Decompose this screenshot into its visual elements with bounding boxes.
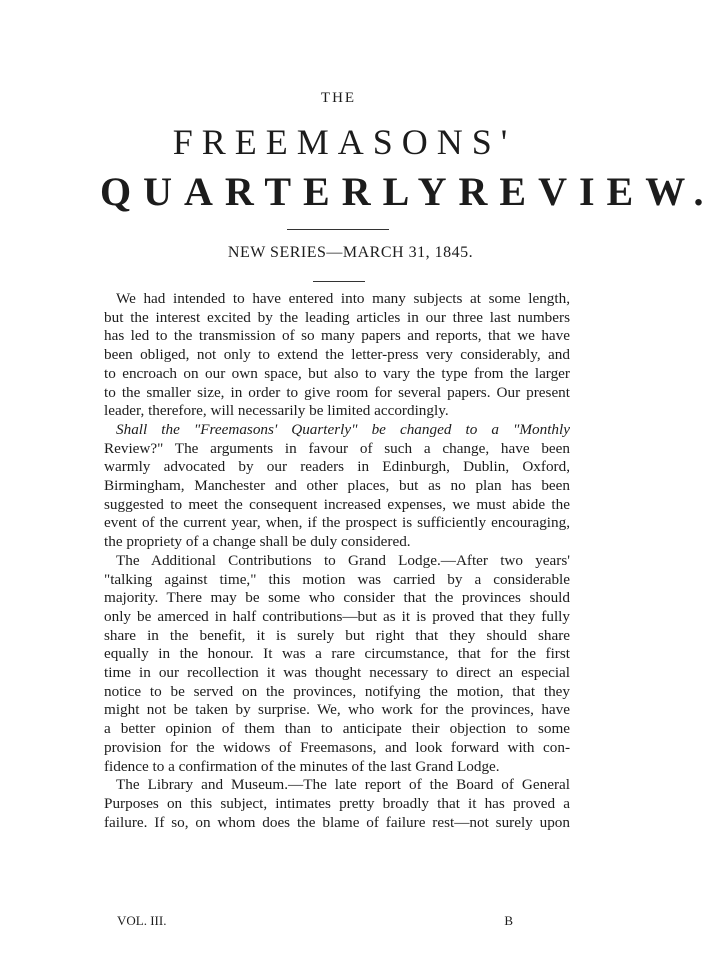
paragraph-intro [104, 290, 570, 421]
text-line: The Additional Contributions to Grand Lodge.—After two years' [116, 551, 570, 569]
text-line: has led to the transmission of so many papers and reports, that we have [104, 327, 570, 345]
text-line: majority. There may be some who consider that the provinces should [104, 589, 570, 607]
text-line: time in our recollection it was thought necessary to direct an especial [104, 664, 570, 682]
text-line: warmly advocated by our readers in Edinburgh, Dublin, Oxford, [104, 458, 570, 476]
masthead-word-review: REVIEW. [458, 169, 716, 214]
text-line: share in the benefit, it is surely but right that they should share [104, 626, 570, 644]
text-line: the propriety of a change shall be duly considered. [104, 533, 411, 551]
paragraph-library-museum [104, 776, 570, 832]
title-divider-rule [287, 229, 389, 230]
text-line: We had intended to have entered into many subjects at some length, [116, 290, 570, 307]
text-line: The Library and Museum.—The late report of the Board of General [116, 776, 570, 794]
text-line: Shall the "Freemasons' Quarterly" be changed to a "Monthly [116, 420, 570, 438]
volume-number: VOL. III. [117, 913, 167, 928]
masthead-word-quarterly: QUARTERLY [100, 169, 459, 214]
text-line: suggested to meet the consequent increased expenses, we must abide the [104, 495, 570, 513]
text-line: Review?" The arguments in favour of such a change, have been [104, 439, 570, 457]
text-line: equally in the honour. It was a rare circumstance, that for the first [104, 645, 570, 663]
text-line: "talking against time," this motion was carried by a considerable [104, 570, 570, 588]
page-footer [117, 913, 513, 929]
masthead-quarterly-review [100, 168, 716, 215]
subtitle-divider-rule [313, 281, 365, 282]
text-line: only be amerced in half contributions—but as it is proved that they fully [104, 607, 570, 625]
text-line: might not be taken by surprise. We, who work for the provinces, have [104, 701, 570, 719]
text-line: Birmingham, Manchester and other places, but as no plan has been [104, 477, 570, 495]
paragraph-additional-contributions [104, 552, 570, 776]
text-line: event of the current year, when, if the prospect is sufficiently encouraging, [104, 514, 570, 532]
text-line: Purposes on this subject, intimates pretty broadly that it has proved a [104, 794, 570, 812]
text-line: to encroach on our own space, but also to vary the type from the larger [104, 364, 570, 382]
text-line: leader, therefore, will necessarily be limited accordingly. [104, 402, 449, 420]
masthead-freemasons: FREEMASONS' [172, 122, 517, 162]
article-body [104, 290, 570, 832]
signature-mark: B [504, 913, 513, 928]
paragraph-monthly-review [104, 421, 570, 552]
text-line: a better opinion of them than to anticipate their objection to some [104, 720, 570, 738]
text-line: notice to be served on the provinces, notifying the motion, that they [104, 682, 570, 700]
text-line: failure. If so, on whom does the blame of failure rest—not surely upon [104, 813, 570, 831]
text-line: provision for the widows of Freemasons, and look forward with con- [104, 738, 570, 756]
masthead-the: THE [320, 90, 357, 106]
text-line: been obliged, not only to extend the letter-press very considerably, and [104, 346, 570, 364]
issue-subtitle: NEW SERIES—MARCH 31, 1845. [227, 244, 474, 261]
text-line: but the interest excited by the leading articles in our three last numbers [104, 308, 570, 326]
text-line: to the smaller size, in order to give room for several papers. Our present [104, 383, 570, 401]
text-line: fidence to a confirmation of the minutes of the last Grand Lodge. [104, 757, 500, 775]
